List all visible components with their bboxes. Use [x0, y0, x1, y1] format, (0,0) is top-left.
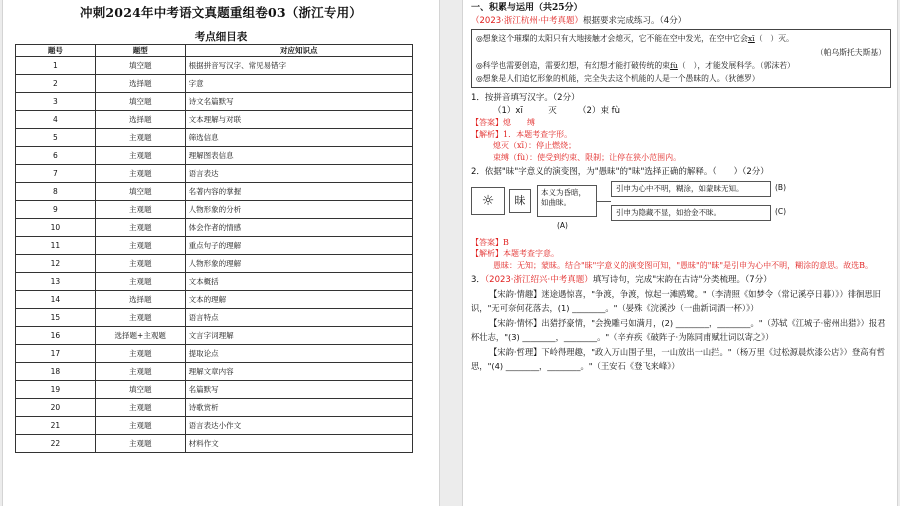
row-type: 填空题	[95, 183, 185, 201]
poem-paragraph-2: 【宋韵·情怀】出猎抒豪情，"会挽雕弓如满月，(2) ________，________。"（苏轼《江城子·密州出猎》）报君杯壮志，"(3) ________，________。"（辛弃疾《破阵子·为陈同甫赋壮词以寄之》）	[471, 317, 886, 343]
header-knowledge: 对应知识点	[185, 45, 412, 57]
row-number: 3	[16, 93, 96, 111]
question-2: 2．依据"昧"字意义的演变图，为"愚昧"的"昧"选择正确的解释。（ ）（2分）	[471, 167, 769, 178]
table-row	[16, 345, 413, 363]
row-knowledge: 理解文章内容	[185, 363, 412, 381]
table-row	[16, 327, 413, 345]
table-row	[16, 111, 413, 129]
row-number: 20	[16, 399, 96, 417]
diagram-label-c: (C)	[775, 206, 787, 216]
table-row	[16, 129, 413, 147]
poem-paragraph-3: 【宋韵·哲理】下岭得理趣，"政入万山围子里，一山放出一山拦。"（杨万里《过松源晨炊漆公店》）登高有哲思，"(4) ________，________。"（王安石《登飞来峰》）	[471, 346, 886, 372]
source-tag: （2023·浙江杭州·中考真题）	[471, 16, 584, 27]
table-row	[16, 237, 413, 255]
right-page	[462, 0, 898, 506]
answer-2: 【答案】B	[471, 237, 509, 247]
row-knowledge: 字意	[185, 75, 412, 93]
table-row	[16, 363, 413, 381]
row-knowledge: 重点句子的理解	[185, 237, 412, 255]
row-knowledge: 诗文名篇默写	[185, 93, 412, 111]
table-row	[16, 75, 413, 93]
row-knowledge: 理解图表信息	[185, 147, 412, 165]
explanation-1: 【解析】1．本题考查字形。	[471, 129, 573, 139]
row-number: 12	[16, 255, 96, 273]
row-type: 主观题	[95, 255, 185, 273]
diagram-character: 昧	[509, 189, 531, 213]
row-number: 13	[16, 273, 96, 291]
table-row	[16, 57, 413, 75]
row-knowledge: 人物形象的理解	[185, 255, 412, 273]
quote-line-1: ◎想象这个璀璨的太阳只有大地接触才会熄灭，它不能在空中发光，在空中它会xī（ ）灭。	[476, 34, 794, 44]
row-knowledge: 诗歌赏析	[185, 399, 412, 417]
quote-author-1: （帕乌斯托夫斯基）	[815, 47, 886, 57]
row-number: 14	[16, 291, 96, 309]
knowledge-point-table	[15, 44, 413, 453]
table-caption: 考点细目表	[194, 31, 248, 43]
question-1: 1．按拼音填写汉字。（2分）	[471, 93, 580, 104]
diagram-meaning-b: 引申为心中不明，糊涂，如蒙昧无知。	[611, 181, 771, 197]
table-row	[16, 201, 413, 219]
header-number: 题号	[16, 45, 96, 57]
row-type: 主观题	[95, 309, 185, 327]
row-knowledge: 语言表达	[185, 165, 412, 183]
row-type: 主观题	[95, 219, 185, 237]
header-type: 题型	[95, 45, 185, 57]
section-heading: 一、积累与运用（共25分）	[471, 3, 583, 13]
table-row	[16, 291, 413, 309]
row-knowledge: 文言字词理解	[185, 327, 412, 345]
row-knowledge: 筛选信息	[185, 129, 412, 147]
table-row	[16, 381, 413, 399]
row-type: 填空题	[95, 381, 185, 399]
row-number: 4	[16, 111, 96, 129]
row-knowledge: 名著内容的掌握	[185, 183, 412, 201]
row-number: 15	[16, 309, 96, 327]
answer-1: 【答案】熄 缚	[471, 117, 535, 127]
row-type: 主观题	[95, 435, 185, 453]
row-number: 5	[16, 129, 96, 147]
diagram-connector	[597, 201, 611, 202]
row-number: 22	[16, 435, 96, 453]
quote-line-3: ◎想象是人们追忆形象的机能，完全失去这个机能的人是一个愚昧的人。（狄德罗）	[476, 74, 760, 84]
row-number: 1	[16, 57, 96, 75]
row-type: 主观题	[95, 201, 185, 219]
table-row	[16, 435, 413, 453]
row-type: 选择题	[95, 75, 185, 93]
row-knowledge: 文本的理解	[185, 291, 412, 309]
row-type: 主观题	[95, 399, 185, 417]
table-row	[16, 399, 413, 417]
row-type: 填空题	[95, 57, 185, 75]
row-knowledge: 语言表达小作文	[185, 417, 412, 435]
row-number: 21	[16, 417, 96, 435]
explanation-2a: 愚昧：无知；蒙昧。结合"昧"字意义的演变图可知，"愚昧"的"昧"是引申为心中不明，糊涂的意思。故选B。	[493, 260, 873, 270]
table-row	[16, 219, 413, 237]
row-type: 主观题	[95, 165, 185, 183]
row-knowledge: 语言特点	[185, 309, 412, 327]
question-1-blanks: （1）xī 灭 （2）束 fù	[493, 105, 621, 116]
row-knowledge: 材料作文	[185, 435, 412, 453]
row-number: 6	[16, 147, 96, 165]
row-number: 7	[16, 165, 96, 183]
row-knowledge: 文本概括	[185, 273, 412, 291]
table-row	[16, 273, 413, 291]
row-type: 主观题	[95, 273, 185, 291]
document-title: 冲刺2024年中考语文真题重组卷03（浙江专用）	[80, 5, 362, 20]
row-number: 10	[16, 219, 96, 237]
row-knowledge: 体会作者的情感	[185, 219, 412, 237]
diagram-label-b: (B)	[775, 182, 786, 192]
row-number: 9	[16, 201, 96, 219]
quote-line-2: ◎科学也需要创造，需要幻想，有幻想才能打破传统的束fù（ ），才能发展科学。（郭沫若）	[476, 60, 795, 70]
row-number: 19	[16, 381, 96, 399]
question-intro	[471, 15, 891, 27]
explanation-1b: 束缚（fù）：使受到约束、限制；让停在狭小范围内。	[493, 152, 682, 162]
row-number: 8	[16, 183, 96, 201]
row-number: 16	[16, 327, 96, 345]
explanation-1a: 熄灭（xī）：停止燃烧；	[493, 141, 577, 151]
ancient-character-icon: ☼	[471, 187, 505, 215]
table-row	[16, 309, 413, 327]
row-number: 2	[16, 75, 96, 93]
row-type: 主观题	[95, 237, 185, 255]
intro-text: 根据要求完成练习。（4分）	[583, 16, 687, 27]
row-type: 主观题	[95, 363, 185, 381]
quote-box	[471, 29, 891, 88]
row-type: 选择题	[95, 111, 185, 129]
meaning-evolution-diagram	[471, 181, 891, 235]
row-number: 18	[16, 363, 96, 381]
table-row	[16, 417, 413, 435]
diagram-original-meaning: 本义为昏暗，如曲昧。	[537, 185, 597, 217]
table-row	[16, 93, 413, 111]
row-number: 11	[16, 237, 96, 255]
row-knowledge: 提取论点	[185, 345, 412, 363]
diagram-label-a: (A)	[557, 220, 568, 230]
table-row	[16, 147, 413, 165]
row-number: 17	[16, 345, 96, 363]
row-type: 主观题	[95, 345, 185, 363]
table-row	[16, 165, 413, 183]
row-knowledge: 文本理解与对联	[185, 111, 412, 129]
row-type: 选择题	[95, 291, 185, 309]
row-type: 主观题	[95, 129, 185, 147]
explanation-2: 【解析】本题考查字意。	[471, 249, 559, 259]
question-3: 3．（2023·浙江绍兴·中考真题）填写诗句，完成"宋韵在古诗"分类梳理。（7分）	[471, 275, 772, 286]
row-type: 填空题	[95, 93, 185, 111]
row-knowledge: 名篇默写	[185, 381, 412, 399]
row-type: 主观题	[95, 417, 185, 435]
diagram-meaning-c: 引申为隐藏不显，如拾金不昧。	[611, 205, 771, 221]
table-header-row	[16, 45, 413, 57]
row-knowledge: 根据拼音写汉字、常见易错字	[185, 57, 412, 75]
row-type: 主观题	[95, 147, 185, 165]
table-row	[16, 255, 413, 273]
row-type: 选择题+主观题	[95, 327, 185, 345]
row-knowledge: 人物形象的分析	[185, 201, 412, 219]
left-page	[2, 0, 440, 506]
poem-paragraph-1: 【宋韵·情趣】迷途遇惊喜，"争渡，争渡，惊起一滩鸥鹭。"（李清照《如梦令（常记溪亭日暮）》）徘徊思旧识，"无可奈何花落去，(1) ________。"（晏殊《浣溪沙（一曲新词酒一杯）》）	[471, 288, 881, 314]
table-row	[16, 183, 413, 201]
